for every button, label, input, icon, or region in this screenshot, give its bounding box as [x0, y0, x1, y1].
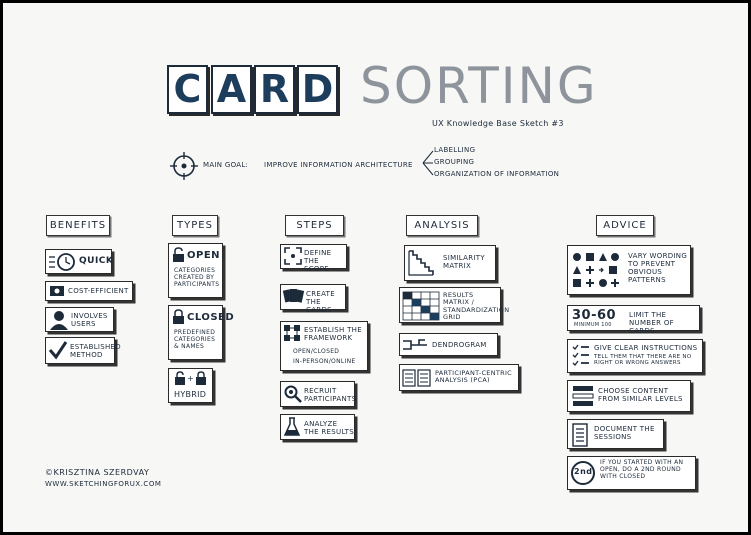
type-open-desc: CATEGORIES CREATED BY PARTICIPANTS [174, 267, 220, 288]
step-analyze-label: ANALYZE THE RESULTS [304, 420, 354, 437]
heading-analysis: ANALYSIS [406, 215, 478, 236]
step-card-scope [280, 244, 347, 274]
levels-icon [573, 386, 593, 406]
unlocked-icon [173, 248, 184, 262]
advice-limit-min: MINIMUM 100 [574, 322, 612, 328]
step-card-analyze [280, 414, 355, 440]
heading-benefits: BENEFITS [46, 215, 110, 236]
checkmark-icon [49, 341, 67, 359]
credit-author: ©KRISZTINA SZERDVAY [45, 468, 150, 477]
benefit-established-label: ESTABLISHED METHOD [70, 343, 121, 360]
step-card-create [280, 284, 346, 315]
analysis-card-similarity [404, 245, 496, 281]
type-card-open [168, 243, 223, 298]
goal-branch-lines [421, 146, 435, 178]
results-grid-icon [403, 292, 439, 320]
user-icon [50, 310, 68, 330]
benefit-card-cost [45, 281, 133, 301]
advice-instructions-desc: TELL THEM THAT THERE ARE NO RIGHT OR WRONG ANSWERS [594, 354, 692, 367]
type-closed-title: CLOSED [187, 312, 235, 323]
analysis-dendrogram-label: DENDROGRAM [432, 341, 487, 349]
analysis-card-dendrogram [399, 333, 498, 356]
goal-text: IMPROVE INFORMATION ARCHITECTURE [264, 161, 413, 169]
benefit-card-quick [45, 249, 112, 274]
advice-document-label: DOCUMENT THE SESSIONS [594, 425, 655, 442]
benefit-card-users [45, 307, 114, 332]
type-open-title: OPEN [187, 250, 221, 261]
advice-card-second-round [567, 456, 696, 490]
goal-branch-organization: ORGANIZATION OF INFORMATION [434, 170, 560, 178]
step-framework-opt-1: OPEN/CLOSED [293, 348, 340, 355]
subtitle: UX Knowledge Base Sketch #3 [432, 119, 564, 128]
lock-icon [196, 372, 206, 385]
type-card-closed [168, 305, 235, 360]
clock-speed-icon [49, 252, 75, 272]
goal-label: MAIN GOAL: [203, 161, 249, 169]
analysis-pca-label: PARTICIPANT-CENTRIC ANALYSIS (PCA) [435, 369, 513, 385]
advice-second-label: IF YOU STARTED WITH AN OPEN, DO A 2ND ROUND WITH CLOSED [600, 459, 684, 480]
document-icon [573, 424, 587, 446]
heading-steps: STEPS [285, 215, 344, 236]
advice-card-wording [567, 245, 691, 295]
shapes-pattern-icon [573, 252, 623, 288]
advice-card-instructions [567, 339, 703, 373]
benefit-card-established [45, 337, 121, 364]
step-scope-label: DEFINE THE SCOPE [304, 249, 332, 274]
advice-limit-number: 30-60 [572, 308, 617, 323]
analysis-card-pca [399, 364, 519, 391]
benefit-quick-label: QUICK [79, 256, 114, 266]
type-hybrid-plus: + [187, 374, 195, 383]
credit-website: WWW.SKETCHINGFORUX.COM [45, 480, 162, 488]
title-card-d: D [297, 65, 338, 114]
pca-table-icon [403, 370, 431, 386]
magnifier-icon [284, 385, 302, 403]
type-closed-desc: PREDEFINED CATEGORIES & NAMES [174, 329, 216, 350]
similarity-matrix-icon [409, 251, 437, 275]
step-framework-opt-2: IN-PERSON/ONLINE [293, 358, 356, 365]
checklist-icon [573, 344, 589, 368]
scope-corners-icon [285, 248, 301, 264]
analysis-results-label: RESULTS MATRIX / STANDARDIZATION GRID [443, 291, 510, 322]
advice-card-document [567, 419, 664, 449]
step-recruit-label: RECRUIT PARTICIPANTS [304, 387, 357, 404]
flask-icon [285, 418, 299, 436]
money-icon [50, 286, 64, 296]
step-card-recruit [280, 381, 355, 407]
lock-icon [173, 310, 184, 324]
benefit-users-label: INVOLVES USERS [71, 312, 108, 329]
analysis-similarity-label: SIMILARITY MATRIX [443, 254, 485, 271]
type-hybrid-title: HYBRID [174, 390, 207, 399]
type-card-hybrid [168, 368, 213, 403]
unlocked-icon [175, 372, 185, 385]
title-card-c: C [167, 65, 208, 114]
advice-card-limit [567, 305, 700, 336]
advice-content-label: CHOOSE CONTENT FROM SIMILAR LEVELS [598, 387, 683, 404]
goal-branch-labelling: LABELLING [434, 146, 476, 154]
advice-instructions-label: GIVE CLEAR INSTRUCTIONS [594, 344, 698, 352]
advice-second-badge: 2nd [574, 467, 593, 476]
target-icon [170, 152, 198, 180]
step-framework-label: ESTABLISH THE FRAMEWORK [304, 326, 362, 343]
title-card-a: A [211, 65, 252, 114]
title-card-r: R [254, 65, 295, 114]
framework-grid-icon [284, 325, 301, 342]
benefit-cost-label: COST-EFFICIENT [68, 287, 129, 295]
analysis-card-results [399, 287, 510, 323]
step-create-label: CREATE THE CARDS [306, 290, 335, 315]
cards-icon [284, 288, 304, 305]
goal-branch-grouping: GROUPING [434, 158, 475, 166]
step-card-framework [280, 321, 368, 371]
advice-card-content [567, 380, 691, 412]
title-sorting: SORTING [360, 57, 598, 115]
advice-wording-label: VARY WORDING TO PREVENT OBVIOUS PATTERNS [628, 252, 688, 285]
heading-types: TYPES [172, 215, 218, 236]
heading-advice: ADVICE [596, 215, 654, 236]
dendrogram-icon [403, 338, 427, 352]
advice-limit-label: LIMIT THE NUMBER OF CARDS [629, 311, 674, 336]
